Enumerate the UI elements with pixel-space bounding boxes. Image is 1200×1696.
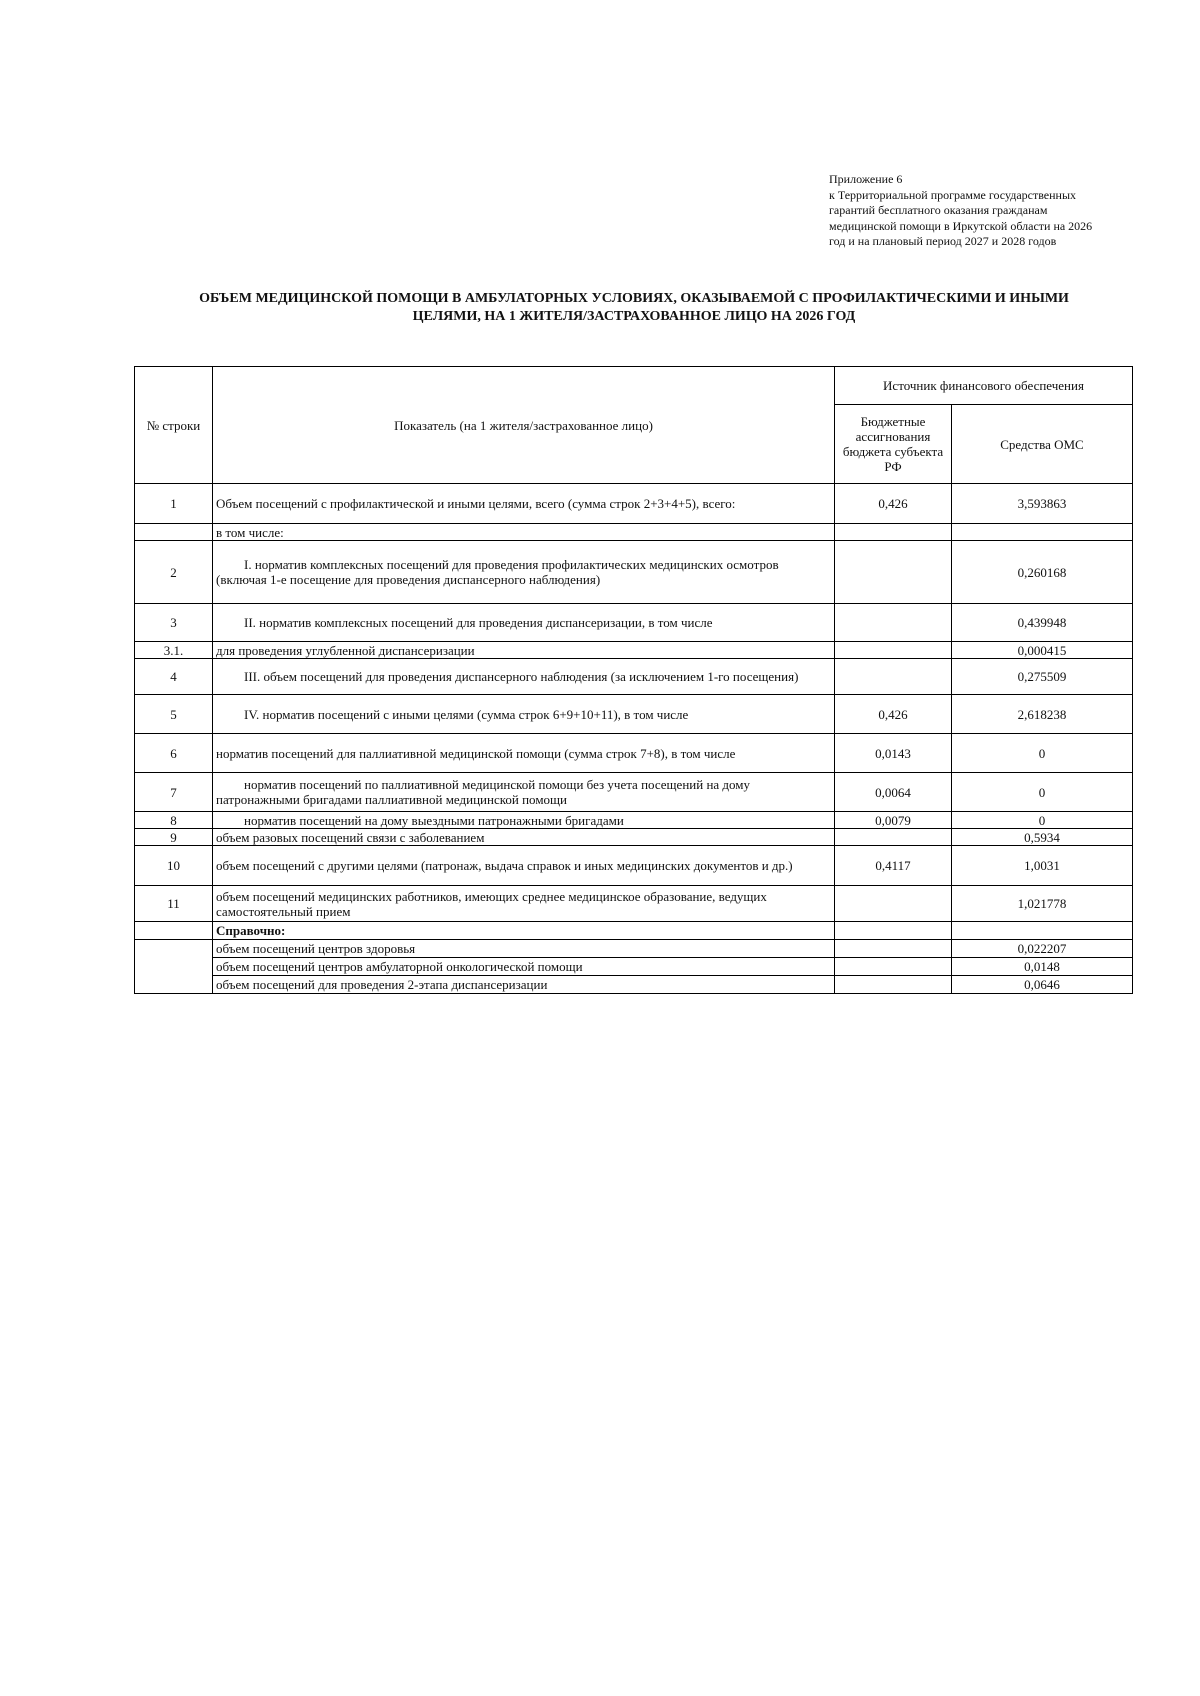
header-oms: Средства ОМС: [952, 405, 1133, 484]
table-row: [135, 604, 1133, 642]
table-row: [135, 846, 1133, 886]
header-row-number: № строки: [135, 367, 213, 484]
row-number: 9: [135, 829, 213, 846]
table-row: [135, 642, 1133, 659]
table-row: [135, 484, 1133, 524]
row-budget-value: [835, 524, 952, 541]
row-oms-value: 1,0031: [952, 846, 1133, 886]
row-number: 7: [135, 773, 213, 812]
row-indicator: объем посещений центров здоровья: [213, 940, 835, 958]
row-number: 11: [135, 886, 213, 922]
row-number: [135, 922, 213, 940]
row-number: 6: [135, 734, 213, 773]
table-row: [135, 773, 1133, 812]
row-budget-value: 0,426: [835, 695, 952, 734]
row-number: 8: [135, 812, 213, 829]
table-row: [135, 829, 1133, 846]
appendix-line: медицинской помощи в Иркутской области на 2026: [829, 218, 1093, 233]
row-budget-value: [835, 659, 952, 695]
row-budget-value: [835, 541, 952, 604]
appendix-line: к Территориальной программе государственных: [829, 187, 1077, 202]
row-number: 3: [135, 604, 213, 642]
row-number: 3.1.: [135, 642, 213, 659]
row-number: [135, 976, 213, 994]
table-row: [135, 940, 1133, 958]
row-budget-value: [835, 958, 952, 976]
row-budget-value: [835, 829, 952, 846]
table-row: [135, 695, 1133, 734]
row-indicator: II. норматив комплексных посещений для проведения диспансеризации, в том числе: [213, 604, 835, 642]
appendix-line: год и на плановый период 2027 и 2028 годов: [829, 234, 1057, 248]
row-oms-value: 0,275509: [952, 659, 1133, 695]
row-oms-value: 0,000415: [952, 642, 1133, 659]
row-oms-value: [952, 922, 1133, 940]
row-budget-value: [835, 940, 952, 958]
row-oms-value: 0: [952, 734, 1133, 773]
title-line-1: ОБЪЕМ МЕДИЦИНСКОЙ ПОМОЩИ В АМБУЛАТОРНЫХ УСЛОВИЯХ, ОКАЗЫВАЕМОЙ С ПРОФИЛАКТИЧЕСКИМИ И ИНЫМИ: [199, 291, 1069, 306]
row-indicator: объем посещений медицинских работников, имеющих среднее медицинское образование, ведущих самостоятельный прием: [213, 886, 835, 922]
appendix-line: Приложение 6: [829, 172, 903, 186]
row-indicator: в том числе:: [213, 524, 835, 541]
table-row: [135, 886, 1133, 922]
table-row: [135, 958, 1133, 976]
row-budget-value: 0,4117: [835, 846, 952, 886]
row-indicator: норматив посещений по паллиативной медицинской помощи без учета посещений на дому патронажными бригадами паллиативной медицинской помощи: [213, 773, 835, 812]
row-oms-value: 0,0646: [952, 976, 1133, 994]
table-row: [135, 922, 1133, 940]
table-row: [135, 541, 1133, 604]
row-indicator: норматив посещений для паллиативной медицинской помощи (сумма строк 7+8), в том числе: [213, 734, 835, 773]
row-oms-value: [952, 524, 1133, 541]
table-row: [135, 659, 1133, 695]
row-number: 4: [135, 659, 213, 695]
row-oms-value: 2,618238: [952, 695, 1133, 734]
header-indicator: Показатель (на 1 жителя/застрахованное лицо): [213, 367, 835, 484]
row-oms-value: 0: [952, 773, 1133, 812]
row-number: 10: [135, 846, 213, 886]
header-budget: Бюджетные ассигнования бюджета субъекта РФ: [835, 405, 952, 484]
row-budget-value: 0,0143: [835, 734, 952, 773]
row-number: [135, 940, 213, 958]
row-oms-value: 3,593863: [952, 484, 1133, 524]
row-oms-value: 0: [952, 812, 1133, 829]
document-title: [134, 290, 1134, 326]
row-budget-value: [835, 922, 952, 940]
row-indicator: объем разовых посещений связи с заболеванием: [213, 829, 835, 846]
row-budget-value: [835, 976, 952, 994]
row-indicator: объем посещений для проведения 2-этапа диспансеризации: [213, 976, 835, 994]
row-indicator: Объем посещений с профилактической и иными целями, всего (сумма строк 2+3+4+5), всего:: [213, 484, 835, 524]
table-row: [135, 524, 1133, 541]
row-indicator: IV. норматив посещений с иными целями (сумма строк 6+9+10+11), в том числе: [213, 695, 835, 734]
row-number: 5: [135, 695, 213, 734]
appendix-line: гарантий бесплатного оказания гражданам: [829, 203, 1048, 217]
table-row: [135, 734, 1133, 773]
row-indicator: III. объем посещений для проведения диспансерного наблюдения (за исключением 1-го посещения): [213, 659, 835, 695]
row-indicator: объем посещений центров амбулаторной онкологической помощи: [213, 958, 835, 976]
row-oms-value: 0,5934: [952, 829, 1133, 846]
row-indicator: I. норматив комплексных посещений для проведения профилактических медицинских осмотров (включая 1-е посещение для проведения диспансерного наблюдения): [213, 541, 835, 604]
row-number: 1: [135, 484, 213, 524]
row-number: [135, 524, 213, 541]
row-budget-value: 0,0079: [835, 812, 952, 829]
row-budget-value: 0,0064: [835, 773, 952, 812]
row-budget-value: [835, 642, 952, 659]
appendix-note: [829, 172, 1149, 250]
row-oms-value: 0,439948: [952, 604, 1133, 642]
row-indicator: Справочно:: [213, 922, 835, 940]
title-line-2: ЦЕЛЯМИ, НА 1 ЖИТЕЛЯ/ЗАСТРАХОВАННОЕ ЛИЦО НА 2026 ГОД: [412, 309, 856, 324]
header-funding-source: Источник финансового обеспечения: [835, 367, 1133, 405]
row-indicator: норматив посещений на дому выездными патронажными бригадами: [213, 812, 835, 829]
row-budget-value: [835, 604, 952, 642]
row-oms-value: 0,022207: [952, 940, 1133, 958]
row-indicator: объем посещений с другими целями (патронаж, выдача справок и иных медицинских документов и др.): [213, 846, 835, 886]
row-indicator: для проведения углубленной диспансеризации: [213, 642, 835, 659]
table-row: [135, 976, 1133, 994]
row-oms-value: 0,0148: [952, 958, 1133, 976]
volume-table: [134, 366, 1133, 994]
table-row: [135, 812, 1133, 829]
row-budget-value: [835, 886, 952, 922]
row-oms-value: 0,260168: [952, 541, 1133, 604]
row-number: 2: [135, 541, 213, 604]
row-number: [135, 958, 213, 976]
row-budget-value: 0,426: [835, 484, 952, 524]
row-oms-value: 1,021778: [952, 886, 1133, 922]
